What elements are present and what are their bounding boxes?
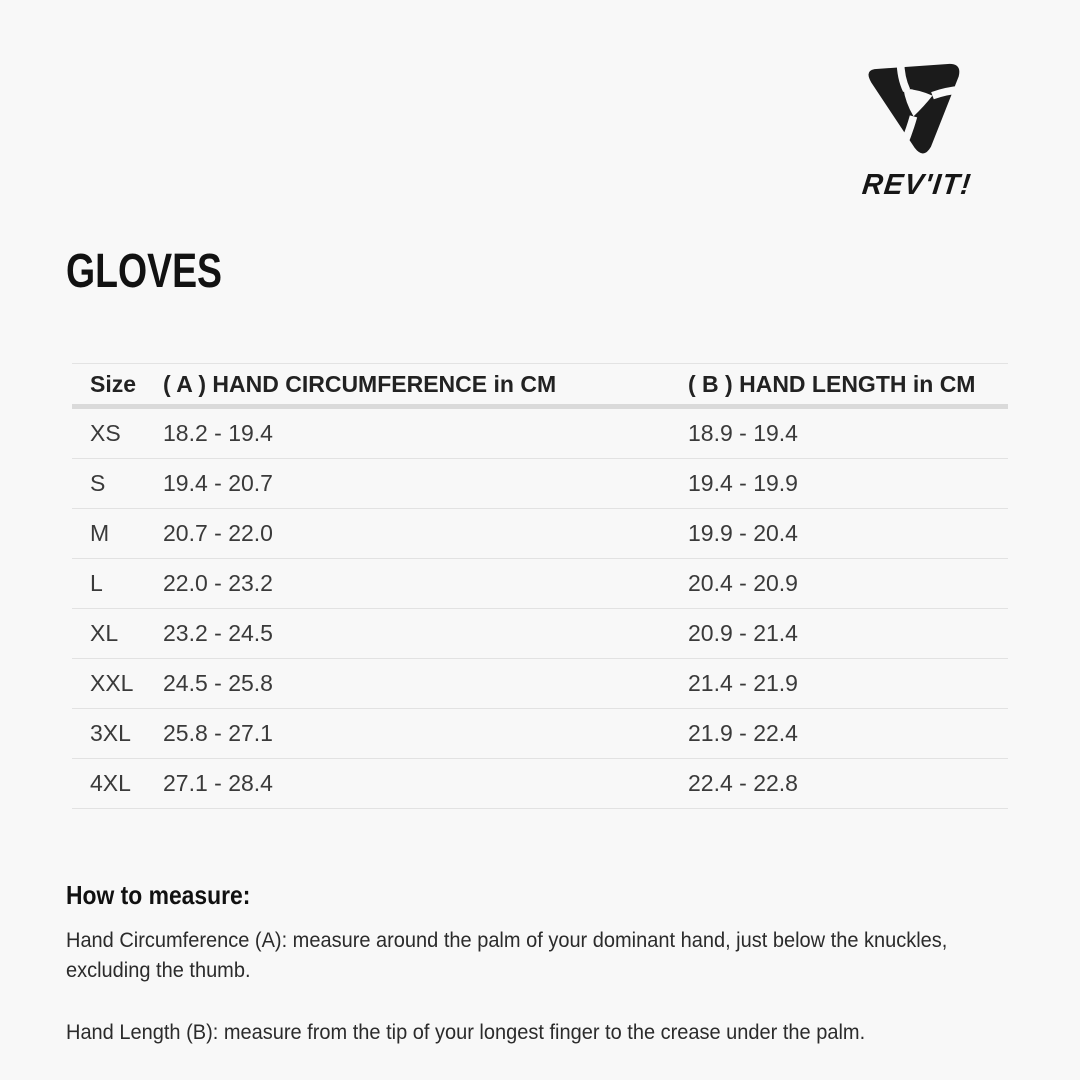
- size-cell: XL: [90, 620, 119, 646]
- size-cell: S: [90, 470, 106, 496]
- brand-logo: [842, 52, 992, 202]
- hand-circumference-instruction-line1: Hand Circumference (A): measure around the palm of your dominant hand, just below the knuckles,: [66, 928, 948, 952]
- hand-circumference-cell: 23.2 - 24.5: [163, 620, 273, 646]
- hand-circumference-cell: 27.1 - 28.4: [163, 770, 273, 796]
- size-cell: XS: [90, 420, 121, 446]
- revit-shield-icon: [861, 52, 973, 166]
- hand-length-cell: 20.4 - 20.9: [688, 570, 798, 596]
- hand-circumference-cell: 24.5 - 25.8: [163, 670, 273, 696]
- hand-circumference-cell: 25.8 - 27.1: [163, 720, 273, 746]
- hand-length-cell: 18.9 - 19.4: [688, 420, 798, 446]
- table-header-row: [72, 364, 1008, 409]
- size-cell: M: [90, 520, 110, 546]
- hand-length-instruction: Hand Length (B): measure from the tip of your longest finger to the crease under the palm.: [66, 1020, 866, 1044]
- how-to-measure-body: [66, 925, 1006, 1047]
- column-header-hand-circumference: ( A ) HAND CIRCUMFERENCE in CM: [163, 370, 557, 397]
- hand-circumference-cell: 19.4 - 20.7: [163, 470, 273, 496]
- brand-name: REV'IT!: [860, 169, 974, 201]
- table-row: [72, 609, 1008, 659]
- hand-length-cell: 22.4 - 22.8: [688, 770, 798, 796]
- how-to-measure-section: [66, 880, 1006, 1047]
- hand-circumference-instruction-line2: excluding the thumb.: [66, 958, 251, 982]
- hand-circumference-cell: 18.2 - 19.4: [163, 420, 273, 446]
- size-chart-table: [72, 363, 1008, 809]
- table-row: [72, 759, 1008, 809]
- table-row: [72, 709, 1008, 759]
- hand-circumference-cell: 20.7 - 22.0: [163, 520, 273, 546]
- table-row: [72, 459, 1008, 509]
- size-cell: L: [90, 570, 103, 596]
- size-cell: 3XL: [90, 720, 131, 746]
- hand-length-cell: 21.4 - 21.9: [688, 670, 798, 696]
- hand-length-cell: 21.9 - 22.4: [688, 720, 798, 746]
- size-cell: 4XL: [90, 770, 131, 796]
- hand-length-cell: 19.9 - 20.4: [688, 520, 798, 546]
- hand-circumference-cell: 22.0 - 23.2: [163, 570, 273, 596]
- column-header-size: Size: [90, 370, 137, 397]
- table-row: [72, 409, 1008, 459]
- page-title: GLOVES: [66, 245, 223, 298]
- column-header-hand-length: ( B ) HAND LENGTH in CM: [688, 370, 976, 397]
- hand-length-cell: 20.9 - 21.4: [688, 620, 798, 646]
- hand-length-cell: 19.4 - 19.9: [688, 470, 798, 496]
- how-to-measure-heading: How to measure:: [66, 880, 251, 910]
- table-row: [72, 659, 1008, 709]
- table-row: [72, 559, 1008, 609]
- table-row: [72, 509, 1008, 559]
- size-cell: XXL: [90, 670, 134, 696]
